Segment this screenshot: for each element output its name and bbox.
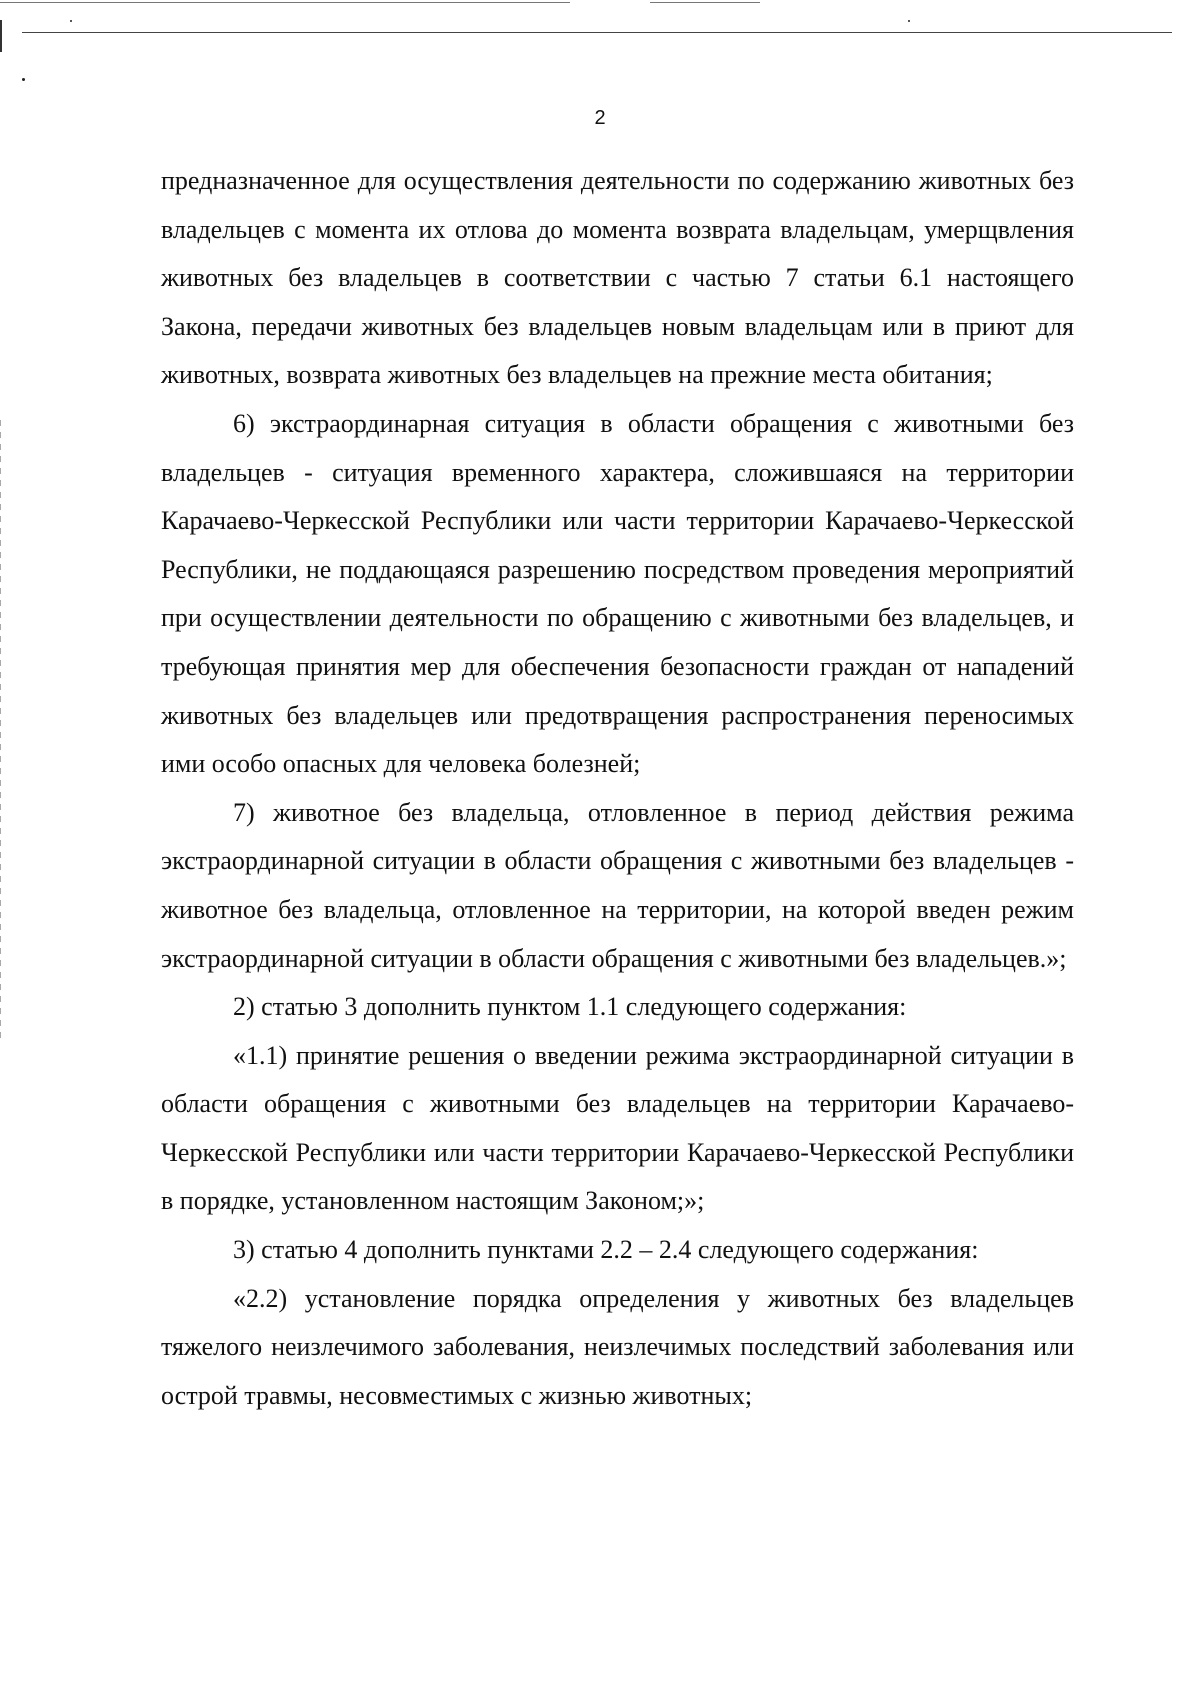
paragraph: 6) экстраординарная ситуация в области обращения с животными без владельцев - ситуация временного характера, сложившаяся на территории Карачаево-Черкесской Республики или части территории Карачаево-Черкесской Республики, не поддающаяся разрешению посредством проведения мероприятий при осуществлении деятельности по обращению с животными без владельцев, и требующая принятия мер для обеспечения безопасности граждан от нападений животных без владельцев или предотвращения распространения переносимых ими особо опасных для человека болезней;	[161, 408, 1074, 779]
paragraph: «2.2) установление порядка определения у животных без владельцев тяжелого неизлечимого заболевания, неизлечимых последствий заболевания или острой травмы, несовместимых с жизнью животных;	[161, 1283, 1074, 1410]
scan-artifact-mark	[0, 20, 2, 52]
paragraph: 3) статью 4 дополнить пунктами 2.2 – 2.4 следующего содержания:	[233, 1235, 979, 1265]
top-rule	[22, 32, 1172, 33]
scan-artifact-line	[650, 2, 760, 3]
paragraph: 2) статью 3 дополнить пунктом 1.1 следующего содержания:	[233, 992, 907, 1022]
document-body	[161, 157, 1074, 1420]
scan-speck	[70, 20, 72, 22]
paragraph: предназначенное для осуществления деятельности по содержанию животных без владельцев с момента их отлова до момента возврата владельцам, умерщвления животных без владельцев в соответствии с частью 7 статьи 6.1 настоящего Закона, передачи животных без владельцев новым владельцам или в приют для животных, возврата животных без владельцев на прежние места обитания;	[161, 166, 1074, 390]
page-number: 2	[594, 107, 606, 129]
scan-speck	[22, 78, 25, 81]
scan-artifact-line	[0, 2, 570, 3]
scan-artifact-edge	[0, 420, 1, 1040]
paragraph: 7) животное без владельца, отловленное в период действия режима экстраординарной ситуации в области обращения с животными без владельцев - животное без владельца, отловленное на территории, на которой введен режим экстраординарной ситуации в области обращения с животными без владельцев.»;	[161, 797, 1074, 973]
scan-speck	[908, 20, 910, 22]
paragraph: «1.1) принятие решения о введении режима экстраординарной ситуации в области обращения с животными без владельцев на территории Карачаево-Черкесской Республики или части территории Карачаево-Черкесской Республики в порядке, установленном настоящим Законом;»;	[161, 1040, 1074, 1216]
